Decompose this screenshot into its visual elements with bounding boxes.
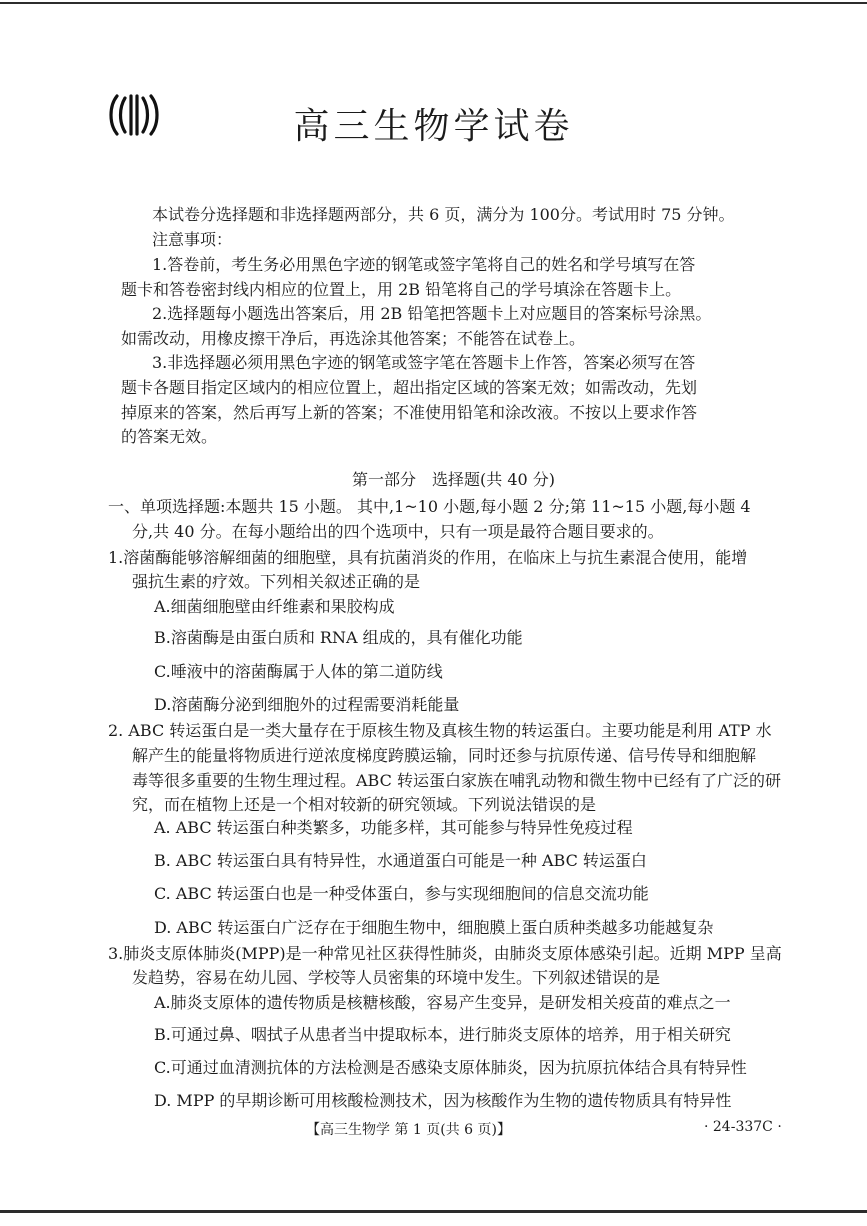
- notice-item-3: 3.非选择题必须用黑色字迹的钢笔或签字笔在答题卡上作答，答案必须写在答: [152, 353, 696, 372]
- scan-bottom-edge: [0, 1210, 867, 1213]
- notice-label: 注意事项：: [152, 230, 233, 249]
- question-3-option-d: D. MPP 的早期诊断可用核酸检测技术，因为核酸作为生物的遗传物质具有特异性: [154, 1091, 732, 1110]
- question-3-option-b: B.可通过鼻、咽拭子从患者当中提取标本，进行肺炎支原体的培养，用于相关研究: [154, 1025, 731, 1044]
- exam-code: · 24-337C ·: [704, 1119, 782, 1135]
- question-2-stem-cont: 究，而在植物上还是一个相对较新的研究领域。下列说法错误的是: [132, 795, 597, 814]
- notice-item-3-cont: 的答案无效。: [121, 427, 218, 446]
- question-2-option-a: A. ABC 转运蛋白种类繁多，功能多样，其可能参与特异性免疫过程: [154, 818, 633, 837]
- question-1-option-d: D.溶菌酶分泌到细胞外的过程需要消耗能量: [154, 695, 460, 714]
- notice-item-1: 1.答卷前，考生务必用黑色字迹的钢笔或签字笔将自己的姓名和学号填写在答: [152, 255, 696, 274]
- question-2-option-d: D. ABC 转运蛋白广泛存在于细胞生物中，细胞膜上蛋白质种类越多功能越复杂: [154, 918, 714, 937]
- page-footer: 【高三生物学 第 1 页(共 6 页)】: [306, 1122, 511, 1138]
- question-2-option-b: B. ABC 转运蛋白具有特异性，水通道蛋白可能是一种 ABC 转运蛋白: [154, 851, 647, 870]
- exam-title: 高三生物学试卷: [293, 106, 574, 147]
- question-1-option-b: B.溶菌酶是由蛋白质和 RNA 组成的，具有催化功能: [154, 628, 523, 647]
- question-1-option-a: A.细菌细胞壁由纤维素和果胶构成: [154, 597, 395, 616]
- question-3-stem: 3.肺炎支原体肺炎(MPP)是一种常见社区获得性肺炎，由肺炎支原体感染引起。近期 MPP 呈高: [108, 944, 782, 963]
- notice-item-2: 2.选择题每小题选出答案后，用 2B 铅笔把答题卡上对应题目的答案标号涂黑。: [152, 304, 712, 323]
- question-2-stem: 2. ABC 转运蛋白是一类大量存在于原核生物及真核生物的转运蛋白。主要功能是利用 ATP 水: [108, 721, 772, 740]
- question-3-stem-cont: 发趋势，容易在幼儿园、学校等人员密集的环境中发生。下列叙述错误的是: [132, 968, 661, 987]
- question-2-stem-cont: 解产生的能量将物质进行逆浓度梯度跨膜运输，同时还参与抗原传递、信号传导和细胞解: [132, 746, 757, 765]
- notice-item-3-cont: 掉原来的答案，然后再写上新的答案；不准使用铅笔和涂改液。不按以上要求作答: [121, 403, 698, 422]
- section-instructions: 一、单项选择题:本题共 15 小题。 其中,1~10 小题,每小题 2 分;第 11~15 小题,每小题 4: [108, 497, 751, 516]
- notice-item-3-cont: 题卡各题目指定区域内的相应位置上，超出指定区域的答案无效；如需改动，先划: [121, 378, 698, 397]
- question-2-stem-cont: 毒等很多重要的生物生理过程。ABC 转运蛋白家族在哺乳动物和微生物中已经有了广泛的研: [132, 771, 781, 790]
- notice-item-2-cont: 如需改动，用橡皮擦干净后，再选涂其他答案；不能答在试卷上。: [121, 329, 586, 348]
- section-instructions-cont: 分,共 40 分。在每小题给出的四个选项中，只有一项是最符合题目要求的。: [132, 522, 664, 541]
- question-3-option-a: A.肺炎支原体的遗传物质是核糖核酸，容易产生变异，是研发相关疫苗的难点之一: [154, 993, 731, 1012]
- question-1-option-c: C.唾液中的溶菌酶属于人体的第二道防线: [154, 662, 443, 681]
- question-1-stem: 1.溶菌酶能够溶解细菌的细胞壁，具有抗菌消炎的作用，在临床上与抗生素混合使用，能增: [108, 548, 748, 567]
- question-3-option-c: C.可通过血清测抗体的方法检测是否感染支原体肺炎，因为抗原抗体结合具有特异性: [154, 1058, 747, 1077]
- intro-line: 本试卷分选择题和非选择题两部分，共 6 页，满分为 100分。考试用时 75 分钟。: [152, 205, 735, 224]
- section-heading: 第一部分 选择题(共 40 分): [352, 470, 556, 489]
- question-1-stem-cont: 强抗生素的疗效。下列相关叙述正确的是: [132, 572, 421, 591]
- question-2-option-c: C. ABC 转运蛋白也是一种受体蛋白，参与实现细胞间的信息交流功能: [154, 884, 649, 903]
- notice-item-1-cont: 题卡和答卷密封线内相应的位置上，用 2B 铅笔将自己的学号填涂在答题卡上。: [121, 280, 682, 299]
- scan-top-edge: [0, 2, 867, 4]
